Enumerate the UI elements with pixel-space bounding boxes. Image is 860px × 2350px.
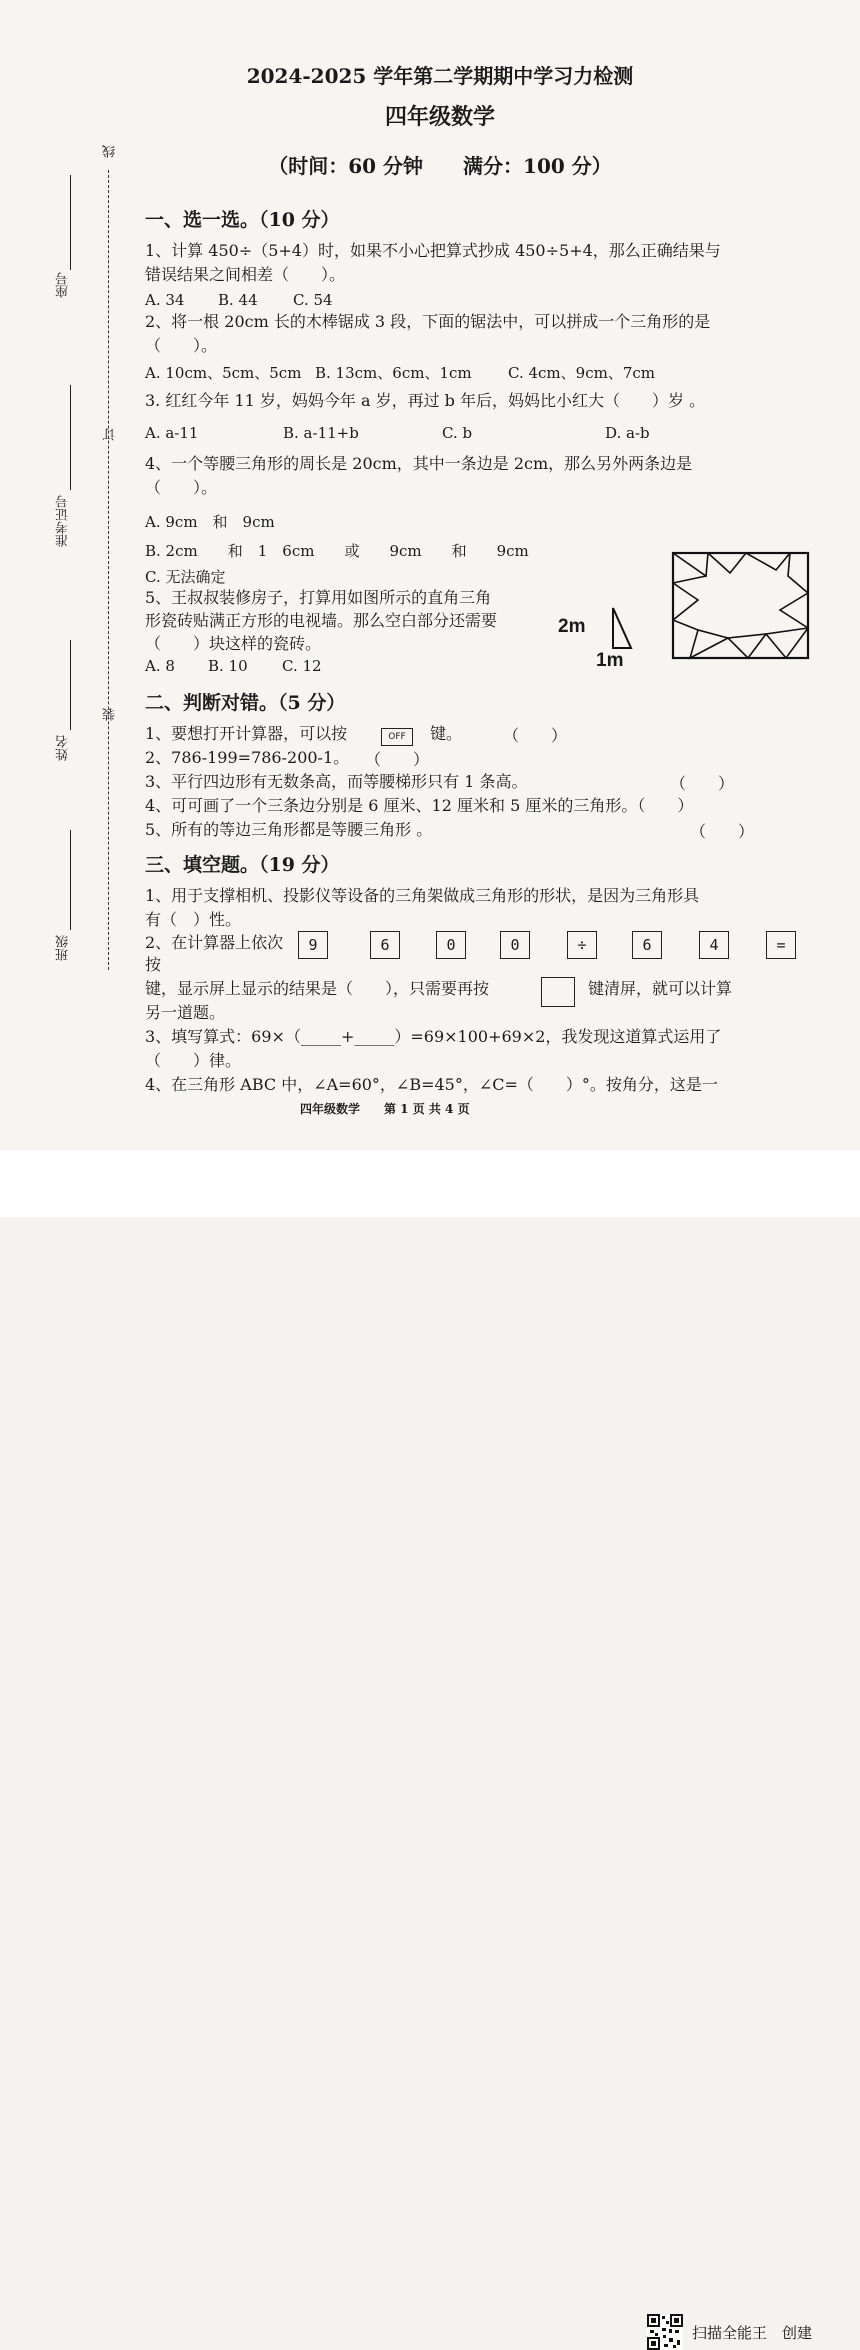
s3-q2-line3: 键，显示屏上显示的结果是（ ），只需要再按: [145, 979, 490, 998]
page-footer: 四年级数学 第 1 页 共 4 页: [300, 1102, 470, 1116]
binding-mark-line: 线: [103, 145, 118, 158]
s1-q1-option-c: C. 54: [293, 291, 333, 309]
s1-q2-option-a: A. 10cm、5cm、5cm: [145, 364, 302, 382]
calc-key-2: 6: [370, 931, 400, 959]
section2-heading: 二、判断对错。（5 分）: [145, 692, 346, 714]
tile-outline-3: [746, 553, 790, 570]
s3-q2-prefix: 2、在计算器上依次: [145, 933, 284, 952]
s3-q1-line1: 1、用于支撑相机、投影仪等设备的三角架做成三角形的形状，是因为三角形具: [145, 886, 700, 905]
s1-q5-line1: 5、王叔叔装修房子，打算用如图所示的直角三角: [145, 588, 492, 607]
s1-q1-line1: 1、计算 450÷（5+4）时，如果不小心把算式抄成 450÷5+4，那么正确结果与: [145, 241, 721, 260]
s3-q1-line2: 有（ ）性。: [145, 910, 242, 929]
s3-q2-line5: 另一道题。: [145, 1003, 226, 1022]
s3-q3-line1: 3、填写算式：69×（_____+_____）=69×100+69×2，我发现这道算式运用了: [145, 1027, 722, 1046]
s1-q2-option-c: C. 4cm、9cm、7cm: [508, 364, 655, 382]
s1-q1-option-b: B. 44: [218, 291, 258, 309]
section1-heading: 一、选一选。（10 分）: [145, 209, 340, 231]
s1-q5-line3: （ ）块这样的瓷砖。: [145, 634, 322, 653]
exam-subject: 四年级数学: [384, 104, 495, 130]
s2-q3-line: 3、平行四边形有无数条高，而等腰梯形只有 1 条高。: [145, 772, 528, 791]
s2-q5-line: 5、所有的等边三角形都是等腰三角形 。: [145, 820, 433, 839]
calc-key-5: ÷: [567, 931, 597, 959]
s1-q4-option-c: C. 无法确定: [145, 568, 226, 586]
off-key-icon: OFF: [381, 728, 413, 746]
tile-outline-6: [766, 628, 808, 658]
s3-q3-line2: （ ）律。: [145, 1051, 242, 1070]
tile-outline-4: [788, 553, 808, 593]
label-name: 姓名: [56, 735, 71, 761]
binding-dashed-line: [108, 170, 109, 970]
s1-q3-line: 3. 红红今年 11 岁，妈妈今年 a 岁，再过 b 年后，妈妈比小红大（ ）岁 。: [145, 391, 706, 410]
s1-q3-option-b: B. a-11+b: [283, 424, 359, 442]
s1-q5-line2: 形瓷砖贴满正方形的电视墙。那么空白部分还需要: [145, 611, 498, 630]
triangle-tile-figure: [595, 604, 635, 654]
s2-q5-answer[interactable]: （ ）: [690, 822, 755, 841]
s2-q1-post: 键。: [430, 724, 463, 743]
class-blank[interactable]: [70, 830, 71, 930]
name-blank[interactable]: [70, 640, 71, 730]
tv-wall-figure: [668, 548, 818, 666]
label-class: 班级: [56, 935, 71, 961]
s1-q3-option-d: D. a-b: [605, 424, 650, 442]
s1-q2-line1: 2、将一根 20cm 长的木棒锯成 3 段，下面的锯法中，可以拼成一个三角形的是: [145, 312, 711, 331]
s2-q2-line: 2、786-199=786-200-1。: [145, 748, 350, 767]
scanner-watermark-bar: [0, 1150, 860, 2342]
qr-code-icon: [647, 2314, 683, 2350]
label-seat: 座号: [56, 272, 71, 298]
s1-q5-option-a: A. 8: [145, 657, 175, 675]
s3-q2-prefix2: 按: [145, 955, 162, 974]
tile-outline-1: [673, 553, 708, 576]
clear-key-blank[interactable]: [541, 977, 575, 1007]
calc-key-3: 0: [436, 931, 466, 959]
s1-q1-option-a: A. 34: [145, 291, 185, 309]
binding-mark-zhuang: 装: [103, 708, 118, 721]
s1-q5-option-b: B. 10: [208, 657, 248, 675]
calc-key-6: 6: [632, 931, 662, 959]
tile-outline-7: [728, 634, 766, 658]
s1-q4-option-a: A. 9cm 和 9cm: [145, 513, 275, 531]
s1-q1-line2: 错误结果之间相差（ ）。: [145, 265, 346, 284]
s1-q4-line1: 4、一个等腰三角形的周长是 20cm，其中一条边是 2cm，那么另外两条边是: [145, 454, 693, 473]
s1-q4-line2: （ ）。: [145, 478, 218, 497]
calc-key-7: 4: [699, 931, 729, 959]
triangle-width-label: 1m: [596, 650, 624, 671]
calc-key-8: =: [766, 931, 796, 959]
tile-outline-10: [673, 583, 698, 620]
calc-key-4: 0: [500, 931, 530, 959]
exam-no-blank[interactable]: [70, 385, 71, 490]
label-exam-no: 准考证号: [56, 495, 71, 547]
calc-key-1: 9: [298, 931, 328, 959]
exam-paper: [0, 0, 860, 1150]
s1-q2-option-b: B. 13cm、6cm、1cm: [315, 364, 472, 382]
exam-title: 2024-2025 学年第二学期期中学习力检测: [246, 64, 634, 88]
scanner-brand-text: 扫描全能王 创建: [692, 2324, 813, 2342]
s3-q4-line: 4、在三角形 ABC 中，∠A=60°，∠B=45°，∠C=（ ）°。按角分，这是一: [145, 1075, 718, 1094]
tile-outline-11: [673, 576, 706, 583]
tile-outline-2: [708, 553, 746, 573]
s1-q5-option-c: C. 12: [282, 657, 322, 675]
s2-q1-pre: 1、要想打开计算器，可以按: [145, 724, 348, 743]
section3-heading: 三、填空题。（19 分）: [145, 854, 340, 876]
seat-blank[interactable]: [70, 175, 71, 270]
s3-q2-line4: 键清屏，就可以计算: [588, 979, 733, 998]
binding-mark-ding: 订: [103, 428, 118, 441]
s1-q3-option-a: A. a-11: [145, 424, 199, 442]
triangle-tile-shape: [613, 608, 631, 648]
tile-outline-8: [690, 630, 728, 658]
s1-q3-option-c: C. b: [442, 424, 473, 442]
triangle-height-label: 2m: [558, 616, 586, 637]
s2-q3-answer[interactable]: （ ）: [670, 774, 735, 793]
s1-q2-line2: （ ）。: [145, 336, 218, 355]
s2-q1-answer[interactable]: （ ）: [503, 726, 568, 745]
s1-q4-option-b: B. 2cm 和 1 6cm 或 9cm 和 9cm: [145, 542, 529, 560]
tile-outline-9: [673, 620, 698, 658]
exam-info: （时间：60 分钟 满分：100 分）: [268, 154, 612, 178]
s2-q4-line: 4、可可画了一个三条边分别是 6 厘米、12 厘米和 5 厘米的三角形。（ ）: [145, 796, 694, 815]
tile-outline-5: [780, 593, 808, 628]
s2-q2-answer[interactable]: （ ）: [365, 750, 430, 769]
